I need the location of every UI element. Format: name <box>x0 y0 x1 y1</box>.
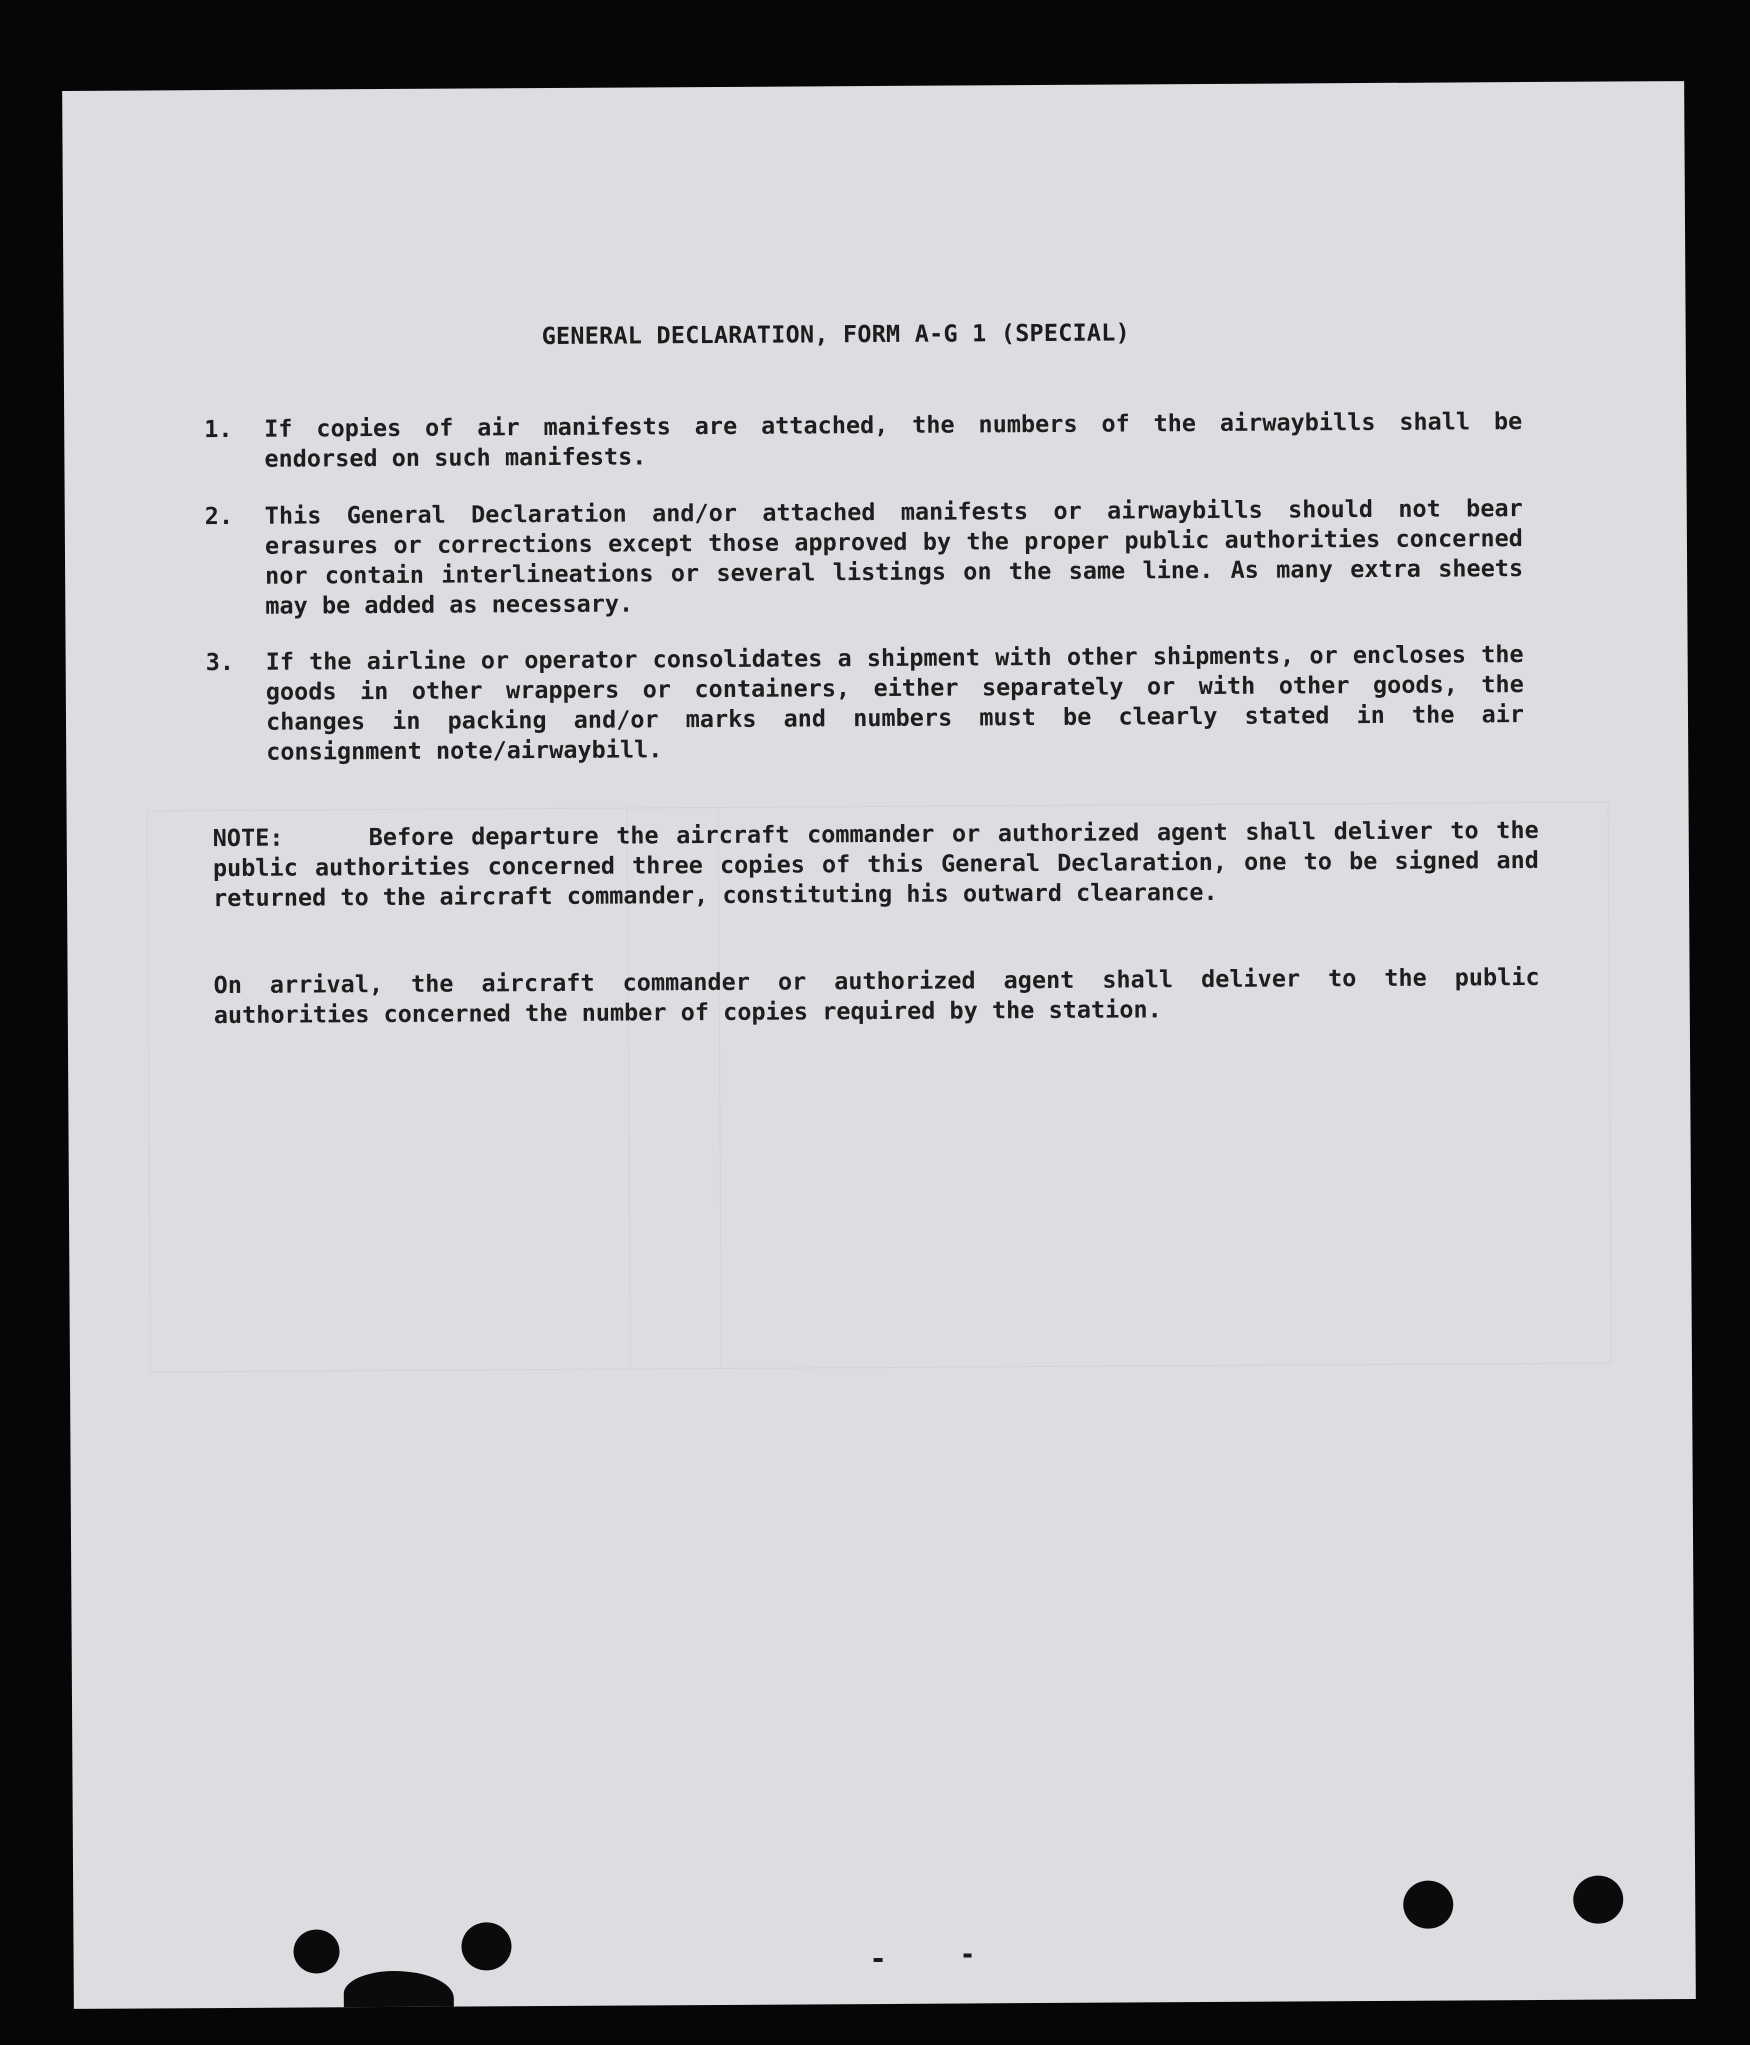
instruction-item-3 <box>206 639 1525 767</box>
punch-hole <box>1403 1881 1453 1929</box>
note-label: NOTE: <box>212 823 284 853</box>
punch-hole <box>293 1929 339 1973</box>
item-number: 2. <box>204 501 234 531</box>
note-text: Before departure the aircraft commander or authorized agent shall deliver to the public authorities concerned three copies of this General Declaration, one to be signed and returned to the aircraft commander, constituting his outward clearance. <box>212 815 1539 913</box>
item-number: 1. <box>204 414 233 444</box>
punch-hole <box>1573 1875 1623 1923</box>
instruction-item-2 <box>205 493 1524 621</box>
arrival-text: On arrival, the aircraft commander or authorized agent shall deliver to the public authorities concerned the number of copies required by the station. <box>213 962 1540 1030</box>
item-text: This General Declaration and/or attached manifests or airwaybills should not bear erasures or corrections except those approved by the proper public authorities concerned nor contain interlineations or several listings on the same line. As many extra sheets may be added as necessary. <box>264 494 1524 620</box>
document-page <box>62 81 1696 2009</box>
torn-edge <box>344 1971 454 2009</box>
item-text: If the airline or operator consolidates a shipment with other shipments, or encloses the goods in other wrappers or containers, either separately or with other goods, the changes in packing and/or marks and numbers must be clearly stated in the air consignment note/airwaybill. <box>265 640 1525 766</box>
note-paragraph <box>213 815 1540 913</box>
instruction-item-1 <box>204 406 1522 474</box>
page-title: GENERAL DECLARATION, FORM A-G 1 (SPECIAL) <box>541 318 1131 351</box>
item-number: 3. <box>205 647 235 677</box>
speck <box>964 1953 972 1957</box>
arrival-paragraph <box>214 962 1540 1030</box>
punch-hole <box>461 1922 511 1970</box>
speck <box>874 1958 883 1962</box>
item-text: If copies of air manifests are attached, the numbers of the airwaybills shall be endorsed on such manifests. <box>264 407 1523 473</box>
